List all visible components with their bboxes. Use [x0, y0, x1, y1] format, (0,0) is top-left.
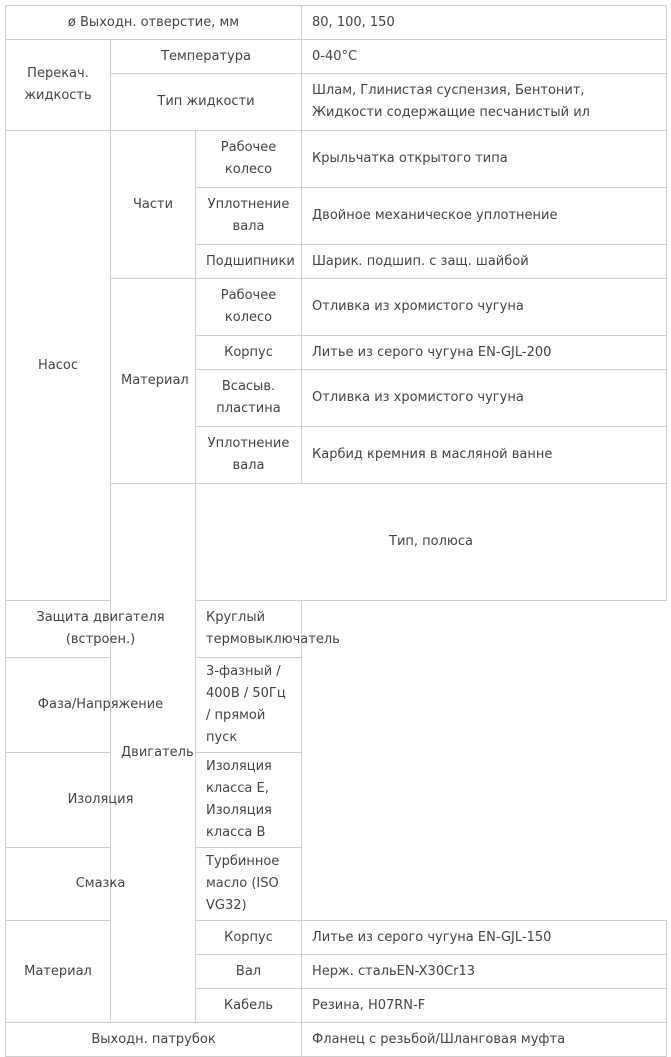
row-label-temperature: Температура: [111, 40, 302, 74]
row-value-motor-cable: Резина, H07RN-F: [302, 989, 667, 1023]
row-label-liquid-type: Тип жидкости: [111, 74, 302, 131]
row-value-pump-casing: Литье из серого чугуна EN-GJL-200: [302, 336, 667, 370]
row-label-pump-material-impeller: Рабочее колесо: [196, 279, 302, 336]
spec-table: [5, 5, 667, 1057]
row-value-motor-lubrication: Турбинное масло (ISO VG32): [196, 848, 302, 921]
row-value-discharge: Фланец с резьбой/Шланговая муфта: [302, 1023, 667, 1057]
row-label-motor-cable: Кабель: [196, 989, 302, 1023]
row-value-motor-shaft: Нерж. стальEN-X30Cr13: [302, 955, 667, 989]
row-value-motor-phase: 3-фазный / 400В / 50Гц / прямой пуск: [196, 658, 302, 753]
subgroup-label-pump-parts: Части: [111, 131, 196, 279]
row-value-temperature: 0-40°C: [302, 40, 667, 74]
table-row: [6, 40, 667, 74]
row-value-outlet-diameter: 80, 100, 150: [302, 6, 667, 40]
row-label-pump-casing: Корпус: [196, 336, 302, 370]
row-label-motor-protection: Защита двигателя (встроен.): [6, 601, 196, 658]
row-value-pump-bearings: Шарик. подшип. с защ. шайбой: [302, 245, 667, 279]
row-value-pump-impeller: Крыльчатка открытого типа: [302, 131, 667, 188]
group-label-pump: Насос: [6, 131, 111, 601]
row-label-motor-insulation: Изоляция: [6, 753, 196, 848]
table-row: [6, 131, 667, 188]
row-label-motor-shaft: Вал: [196, 955, 302, 989]
row-label-motor-type: Тип, полюса: [196, 484, 667, 601]
row-value-motor-insulation: Изоляция класса E, Изоляция класса B: [196, 753, 302, 848]
row-label-pump-material-seal: Уплотнение вала: [196, 427, 302, 484]
row-value-motor-casing: Литье из серого чугуна EN-GJL-150: [302, 921, 667, 955]
row-label-discharge: Выходн. патрубок: [6, 1023, 302, 1057]
table-row: [6, 753, 667, 848]
row-value-motor-protection: Круглый термовыключатель: [196, 601, 302, 658]
table-row: [6, 921, 667, 955]
table-row: [6, 848, 667, 921]
row-value-liquid-type: Шлам, Глинистая суспензия, Бентонит, Жидкости содержащие песчанистый ил: [302, 74, 667, 131]
table-row: [6, 658, 667, 753]
row-label-pump-impeller: Рабочее колесо: [196, 131, 302, 188]
row-value-pump-material-seal: Карбид кремния в масляной ванне: [302, 427, 667, 484]
row-label-motor-casing: Корпус: [196, 921, 302, 955]
row-label-pump-suction-plate: Всасыв. пластина: [196, 370, 302, 427]
row-label-pump-bearings: Подшипники: [196, 245, 302, 279]
row-value-pump-suction-plate: Отливка из хромистого чугуна: [302, 370, 667, 427]
group-label-motor: Двигатель: [111, 484, 196, 1023]
subgroup-label-pump-material: Материал: [111, 279, 196, 484]
group-label-liquid: Перекач. жидкость: [6, 40, 111, 131]
row-value-pump-material-impeller: Отливка из хромистого чугуна: [302, 279, 667, 336]
table-row: [6, 6, 667, 40]
table-row: [6, 1023, 667, 1057]
row-label-motor-phase: Фаза/Напряжение: [6, 658, 196, 753]
row-value-pump-seal: Двойное механическое уплотнение: [302, 188, 667, 245]
subgroup-label-motor-material: Материал: [6, 921, 111, 1023]
row-label-outlet-diameter: ø Выходн. отверстие, мм: [6, 6, 302, 40]
row-label-pump-seal: Уплотнение вала: [196, 188, 302, 245]
row-label-motor-lubrication: Смазка: [6, 848, 196, 921]
table-row: [6, 601, 667, 658]
